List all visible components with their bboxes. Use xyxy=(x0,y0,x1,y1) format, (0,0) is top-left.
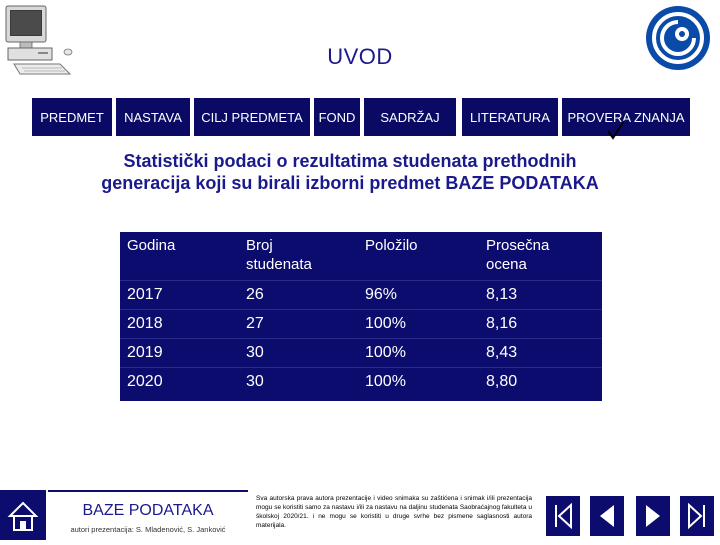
header-ocena: ocena xyxy=(486,256,527,273)
statistics-table xyxy=(120,232,602,401)
table-row xyxy=(120,338,602,367)
header-polozilo: Položilo xyxy=(365,237,418,254)
nav-sadrzaj[interactable]: SADRŽAJ xyxy=(364,98,456,136)
home-icon xyxy=(0,490,46,540)
previous-slide-icon xyxy=(595,501,619,531)
header-godina: Godina xyxy=(127,237,176,254)
footer-course-title: BAZE PODATAKA xyxy=(82,502,214,519)
table-row xyxy=(120,280,602,309)
cell-avg: 8,16 xyxy=(486,314,518,332)
last-slide-icon xyxy=(685,501,709,531)
nav-cilj-predmeta[interactable]: CILJ PREDMETA xyxy=(194,98,310,136)
header-prosecna-ocena xyxy=(479,232,602,280)
header-broj-studenata xyxy=(239,232,358,280)
cell-passed: 96% xyxy=(365,285,398,303)
cell-passed: 100% xyxy=(365,343,406,361)
first-slide-button[interactable] xyxy=(546,496,580,536)
next-slide-button[interactable] xyxy=(636,496,670,536)
cell-year: 2018 xyxy=(127,314,163,332)
cell-avg: 8,80 xyxy=(486,372,518,390)
nav-predmet[interactable]: PREDMET xyxy=(32,98,112,136)
header-prosecna: Prosečna xyxy=(486,237,550,254)
nav-fond[interactable]: FOND xyxy=(314,98,360,136)
cell-year: 2019 xyxy=(127,343,163,361)
next-slide-icon xyxy=(641,501,665,531)
footer-course-block xyxy=(48,490,248,540)
heading-line-2: generacija koji su birali izborni predmet BAZE PODATAKA xyxy=(101,173,599,193)
nav-nastava[interactable]: NASTAVA xyxy=(116,98,190,136)
header-studenata: studenata xyxy=(246,256,312,273)
nav-literatura[interactable]: LITERATURA xyxy=(462,98,558,136)
cell-students: 26 xyxy=(246,285,264,303)
first-slide-icon xyxy=(551,501,575,531)
table-header-row xyxy=(120,232,602,280)
cell-students: 27 xyxy=(246,314,264,332)
cell-students: 30 xyxy=(246,343,264,361)
table-row xyxy=(120,309,602,338)
previous-slide-button[interactable] xyxy=(590,496,624,536)
cell-year: 2017 xyxy=(127,285,163,303)
header-broj: Broj xyxy=(246,237,273,254)
table-row xyxy=(120,367,602,401)
cell-avg: 8,43 xyxy=(486,343,518,361)
cell-year: 2020 xyxy=(127,372,163,390)
cell-avg: 8,13 xyxy=(486,285,518,303)
home-button[interactable] xyxy=(0,490,46,540)
nav-provera-znanja[interactable]: PROVERA ZNANJA xyxy=(562,98,690,136)
cell-passed: 100% xyxy=(365,372,406,390)
heading-line-1: Statistički podaci o rezultatima studenata prethodnih xyxy=(123,151,577,171)
section-heading xyxy=(0,150,700,194)
footer-authors: autori prezentacija: S. Mladenović, S. Janković xyxy=(70,525,226,534)
cell-passed: 100% xyxy=(365,314,406,332)
last-slide-button[interactable] xyxy=(680,496,714,536)
checkmark-icon xyxy=(606,118,626,142)
cell-students: 30 xyxy=(246,372,264,390)
copyright-notice: Sva autorska prava autora prezentacije i video snimaka su zaštićena i snimak i/ili prezentacija mogu se koristiti samo za nastavu i/ili za nastavu na daljinu studenata Saobraćajnog fakulteta u školskoj 2020/21. i ne mogu se koristiti u druge svrhe bez pismene saglasnosti autora materijala. xyxy=(256,495,532,529)
page-title: UVOD xyxy=(327,44,393,69)
